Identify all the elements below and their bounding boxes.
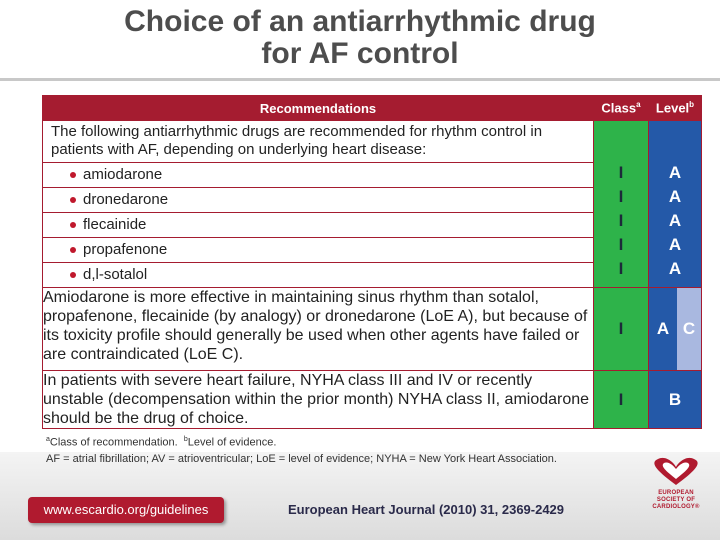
row1-recommendation [43,121,594,288]
level-value: A [668,211,682,230]
list-item: propafenone [43,237,593,262]
footnote-abbreviations: AF = atrial fibrillation; AV = atrioventricular; LoE = level of evidence; NYHA = New York Heart Association. [46,453,557,465]
row1-intro: The following antiarrhythmic drugs are recommended for rhythm control in patients with AF, depending on underlying heart disease: [51,123,543,158]
table-row [43,371,702,429]
guidelines-link[interactable]: www.escardio.org/guidelines [28,497,224,523]
row1-class-cell [594,121,649,288]
header-recommendations: Recommendations [43,96,594,121]
title-line-1: Choice of an antiarrhythmic drug [124,5,596,38]
drug-list [43,162,593,287]
level-value-a: A [649,288,677,370]
level-value: A [668,187,682,206]
level-value: A [668,163,682,182]
title-divider [0,78,720,81]
class-value: I [618,211,624,230]
table-row [43,288,702,371]
header-class: Class$^a$ [594,96,649,121]
level-value-c: C [677,288,701,370]
header-level: Level$^b$ [649,96,702,121]
row2-class-cell: I [594,288,649,371]
footer-band [0,452,720,540]
row3-recommendation: In patients with severe heart failure, NYHA class III and IV or recently unstable (decompensation within the prior month) NYHA class II, amiodarone should be the drug of choice. [43,371,594,429]
level-value: A [668,235,682,254]
row2-recommendation: Amiodarone is more effective in maintaining sinus rhythm than sotalol, propafenone, flecainide (by analogy) or dronedarone (LoE A), but because of its toxicity profile should generally be used when other agents have failed or are contraindicated (LoE C). [43,288,594,371]
page-title [0,6,720,70]
row3-class-cell: I [594,371,649,429]
recommendations-table [42,95,702,429]
footnote-class-level: $^a$Class of recommendation. $^b$Level of evidence. [46,436,277,449]
row1-level-cell [649,121,702,288]
class-value: I [618,163,624,182]
list-item: dronedarone [43,187,593,212]
class-value: I [618,259,624,278]
list-item: flecainide [43,212,593,237]
esc-logo-text: EUROPEAN SOCIETY OF CARDIOLOGY® [652,490,700,510]
row3-level-cell: B [649,371,702,429]
class-value: I [618,235,624,254]
table-header-row [43,96,702,121]
class-value: I [618,187,624,206]
level-value: A [668,259,682,278]
journal-citation: European Heart Journal (2010) 31, 2369-2429 [288,502,565,517]
list-item: amiodarone [43,162,593,187]
title-line-2: for AF control [261,37,459,70]
list-item: d,l-sotalol [43,262,593,287]
table-row [43,121,702,288]
row2-level-cell [649,288,702,371]
